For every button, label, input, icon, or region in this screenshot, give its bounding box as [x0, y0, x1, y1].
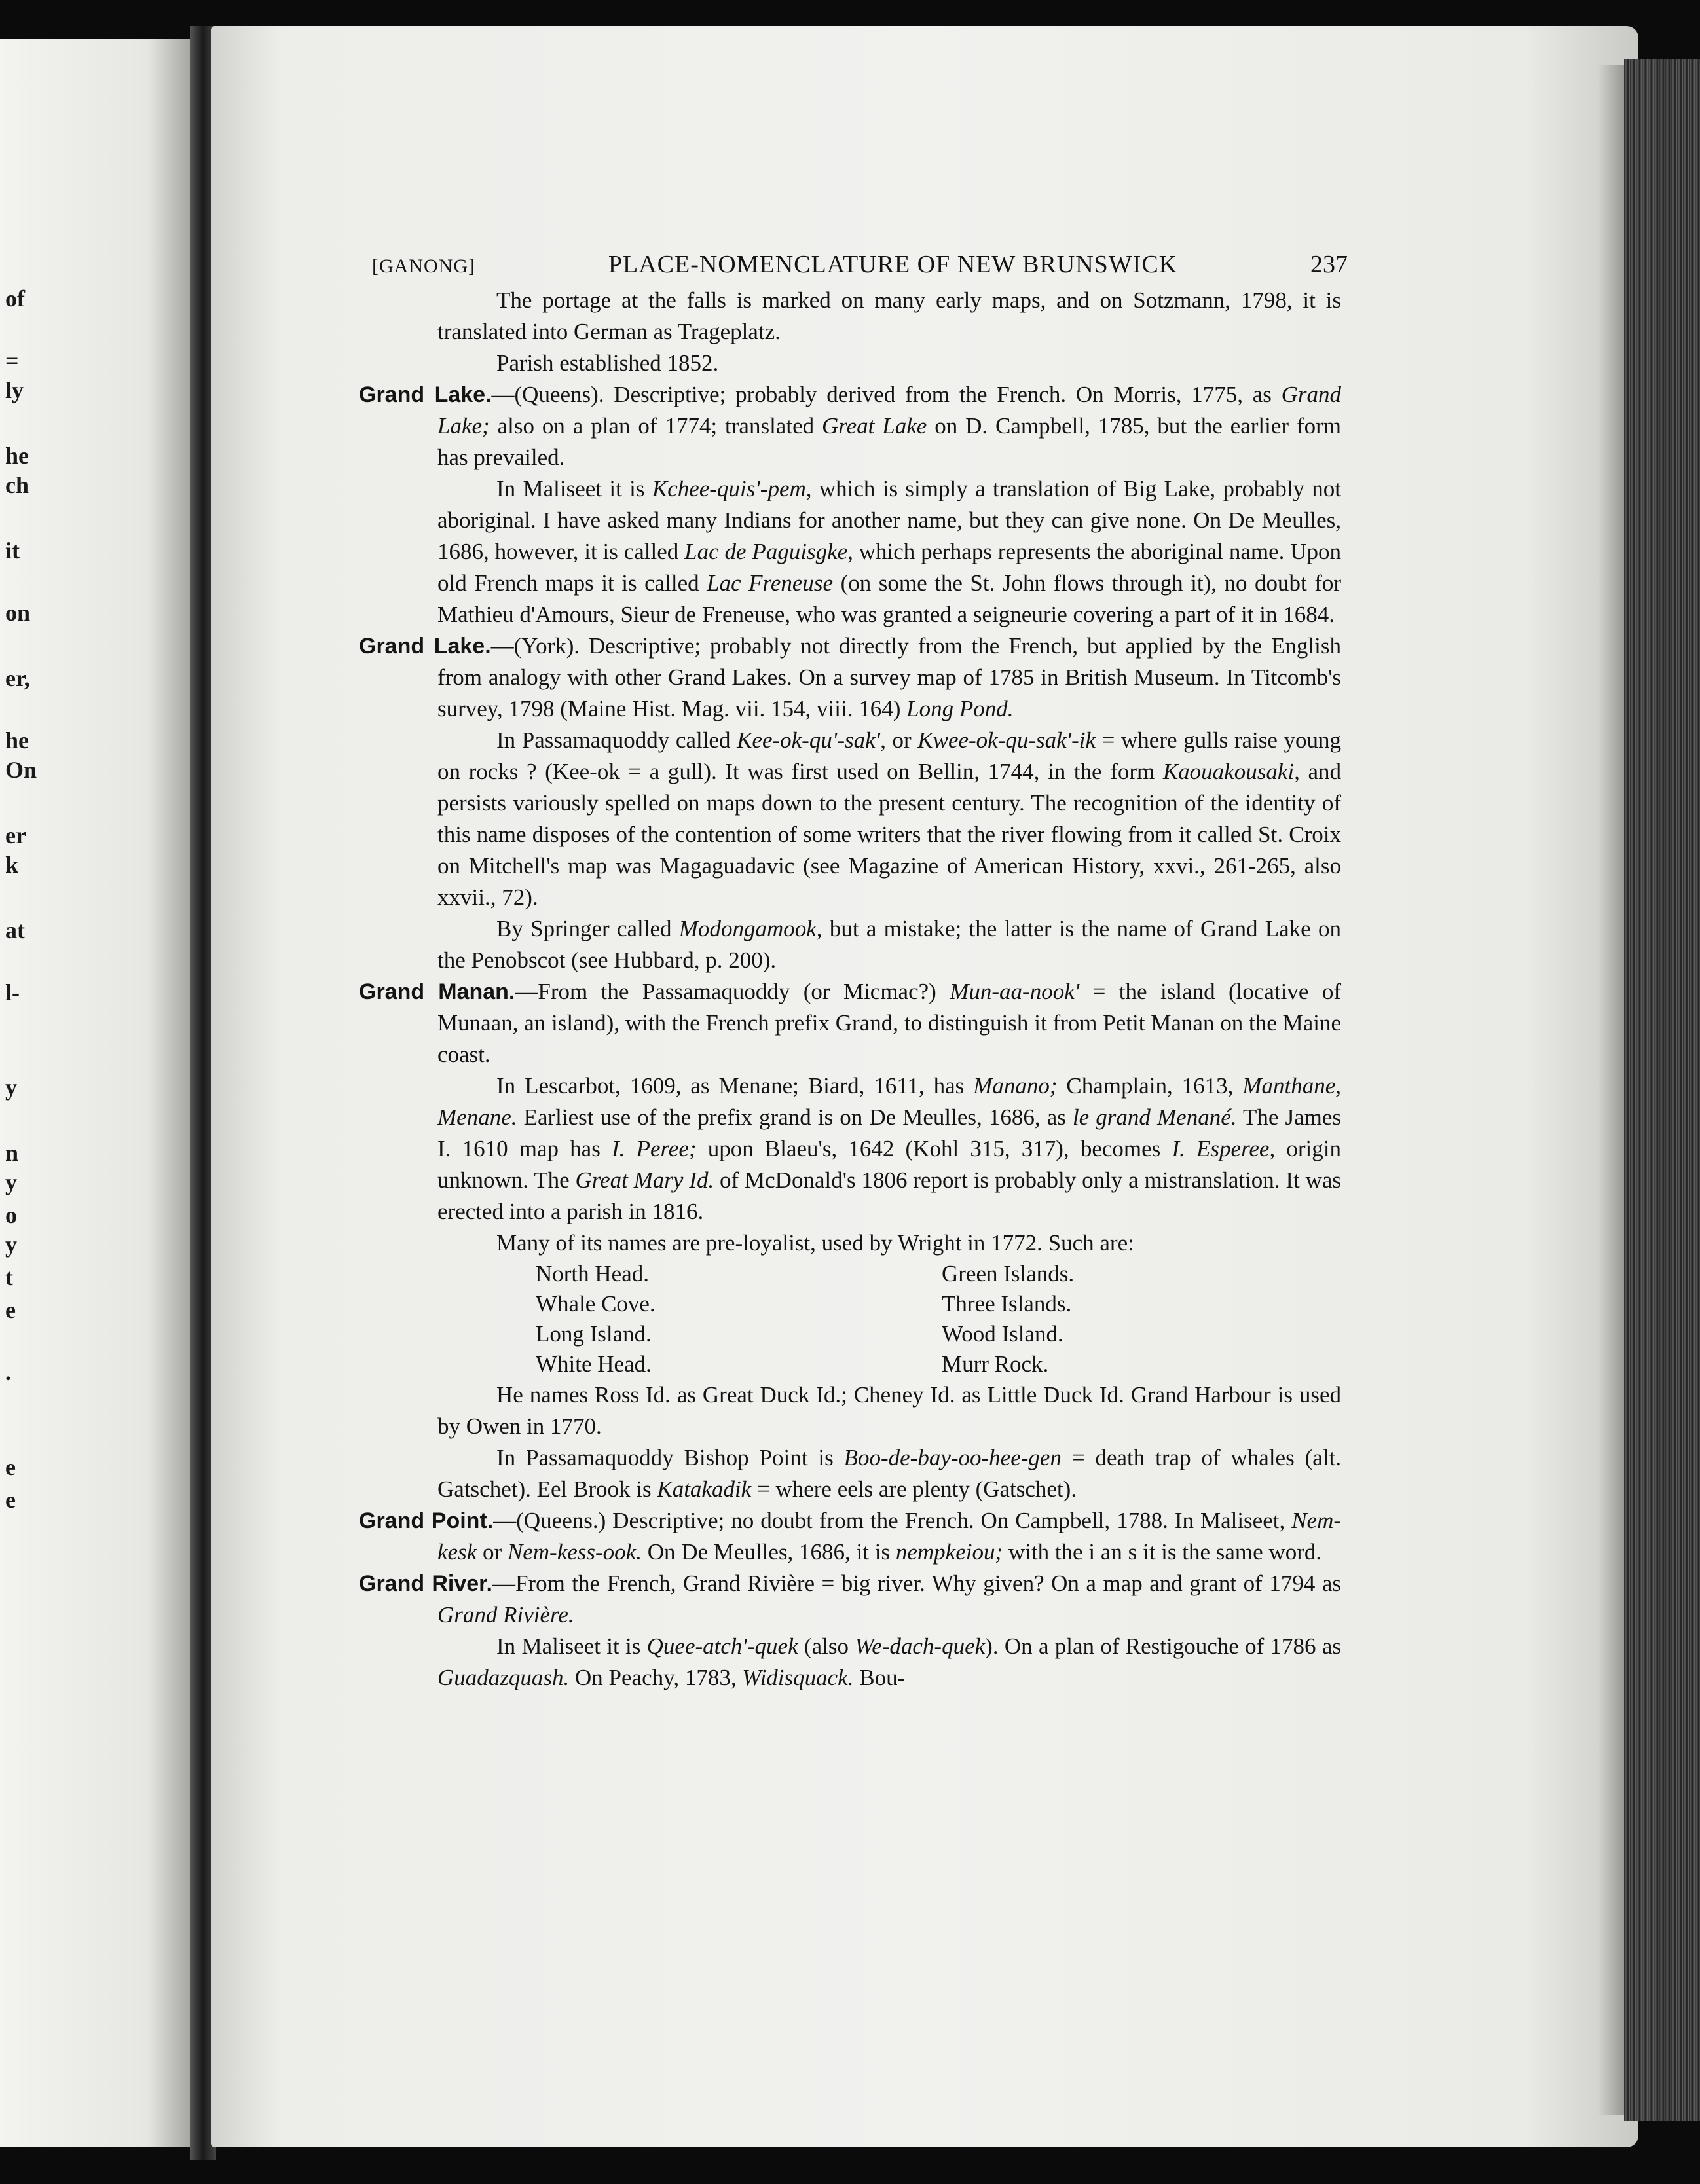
margin-text: k: [5, 852, 19, 878]
list-item: White Head.: [536, 1351, 652, 1377]
text-italic: Boo-de-bay-oo-hee-gen: [843, 1445, 1062, 1470]
text: In Lescarbot, 1609, as Menane; Biard, 1611, has: [496, 1073, 974, 1099]
entry-text: also on a plan of 1774; translated: [489, 413, 822, 439]
text: The James I. 1610 map has: [437, 1104, 1341, 1161]
entry-grand-river: [359, 1568, 1341, 1631]
text-italic: I. Esperee,: [1172, 1136, 1276, 1161]
text-italic: Widisquack.: [742, 1665, 854, 1690]
text-italic: Quee-atch'-quek: [646, 1633, 798, 1659]
margin-text: .: [5, 1359, 11, 1385]
entry-text-italic: Long Pond.: [906, 696, 1014, 721]
entry-heading: Grand Lake.: [359, 634, 491, 659]
margin-text: t: [5, 1264, 13, 1290]
entry-text: on D. Campbell, 1785, but the earlier form has prevailed.: [437, 413, 1341, 470]
entry-grand-point: [359, 1505, 1342, 1568]
entry-text-italic: nempkeiou;: [895, 1539, 1003, 1565]
margin-text: on: [5, 600, 31, 626]
margin-text: er: [5, 822, 26, 848]
paragraph: [437, 725, 1341, 913]
margin-text: he: [5, 443, 29, 469]
entry-text-italic: Great Lake: [822, 413, 927, 439]
text-italic: We-dach-quek: [855, 1633, 986, 1659]
margin-text: it: [5, 537, 20, 564]
list-item: Long Island.: [536, 1321, 652, 1347]
paragraph: [437, 1631, 1341, 1694]
text-italic: Kchee-quis'-pem,: [652, 476, 812, 501]
list-item: Wood Island.: [942, 1321, 1063, 1347]
text: = where gulls raise young on rocks ? (Kee-ok = a gull). It was first used on Bellin, 1744, in the form: [437, 727, 1341, 784]
text: which perhaps represents the aboriginal name. Upon old French maps it is called: [437, 539, 1342, 596]
text-italic: Guadazquash.: [437, 1665, 570, 1690]
text: Bou-: [853, 1665, 906, 1690]
entry-grand-manan: [359, 976, 1341, 1070]
paragraph: [437, 473, 1341, 630]
text: (on some the St. John flows through it), no doubt for Mathieu d'Amours, Sieur de Freneuse, who was granted a seigneurie covering a part of it in 1684.: [437, 570, 1342, 627]
text-italic: Manano;: [973, 1073, 1058, 1099]
entry-text: with the i an s it is the same word.: [1003, 1539, 1322, 1565]
entry-heading: Grand River.: [359, 1571, 492, 1596]
margin-text: of: [5, 285, 25, 312]
margin-text: y: [5, 1231, 17, 1258]
margin-text: at: [5, 917, 25, 943]
text: (also: [798, 1633, 855, 1659]
margin-text: On: [5, 757, 37, 783]
text: = death trap of whales (alt. Gatschet). Eel Brook is: [437, 1445, 1341, 1502]
text-italic: Katakadik: [657, 1476, 752, 1502]
margin-text: he: [5, 727, 29, 754]
entry-heading: Grand Manan.: [359, 979, 515, 1004]
entry-text: —(Queens.) Descriptive; no doubt from the French. On Campbell, 1788. In Maliseet,: [493, 1508, 1292, 1533]
margin-text: l-: [5, 979, 20, 1006]
entry-grand-lake-queens: [359, 379, 1341, 473]
margin-text: ch: [5, 472, 29, 498]
list-item: Murr Rock.: [942, 1351, 1049, 1377]
page-edges: [1624, 59, 1700, 2121]
text: of McDonald's 1806 report is probably only a mistranslation. It was erected into a parish in 1816.: [437, 1167, 1342, 1224]
entry-text: = the island (locative of Munaan, an island), with the French prefix Grand, to distinguish it from Petit Manan on the Maine coast.: [437, 979, 1341, 1067]
text-italic: Lac de Paguisgke,: [684, 539, 853, 564]
text: In Passamaquoddy called: [496, 727, 737, 753]
entry-text-italic: Nem-kesk: [437, 1508, 1342, 1565]
text-italic: Kwee-ok-qu-sak'-ik: [917, 727, 1096, 753]
margin-text: ly: [5, 377, 24, 403]
entry-grand-lake-york: [359, 630, 1342, 725]
margin-text: y: [5, 1169, 17, 1195]
list-item: North Head.: [536, 1261, 650, 1286]
text: Champlain, 1613,: [1057, 1073, 1243, 1099]
list-item: Whale Cove.: [536, 1291, 656, 1317]
running-header: [372, 249, 1348, 282]
margin-text: e: [5, 1297, 16, 1323]
text-italic: Great Mary Id.: [575, 1167, 714, 1193]
margin-text: e: [5, 1487, 16, 1513]
page-number: 237: [1310, 251, 1348, 278]
text: and persists variously spelled on maps down to the present century. The recognition of the identity of this name disposes of the contention of some writers that the river flowing from it called St. Croix on Mitchell's map was Magaguadavic (see Magazine of American History, xxvi., 261-265, also xxvii., 72).: [437, 759, 1341, 910]
margin-text: er,: [5, 665, 30, 691]
list-item: Green Islands.: [942, 1261, 1075, 1286]
author-tag: [GANONG]: [372, 255, 475, 277]
entry-text: —From the French, Grand Rivière = big river. Why given? On a map and grant of 1794 as: [492, 1571, 1341, 1596]
margin-text: =: [5, 348, 19, 374]
text: In Maliseet it is: [496, 1633, 647, 1659]
entry-text-italic: Nem-kess-ook.: [507, 1539, 642, 1565]
text: but a mistake; the latter is the name of Grand Lake on the Penobscot (see Hubbard, p. 200).: [437, 916, 1341, 973]
left-page: [0, 39, 196, 2147]
text-italic: Manthane, Menane.: [437, 1073, 1342, 1130]
paragraph: [437, 913, 1341, 976]
margin-text: y: [5, 1074, 17, 1101]
entry-text: —(Queens). Descriptive; probably derived from the French. On Morris, 1775, as: [491, 382, 1282, 407]
entry-text: —From the Passamaquoddy (or Micmac?): [515, 979, 950, 1004]
text-italic: Lac Freneuse: [707, 570, 834, 596]
entry-heading: Grand Lake.: [359, 382, 492, 407]
text-italic: Kee-ok-qu'-sak',: [737, 727, 886, 753]
list-item: Three Islands.: [942, 1291, 1072, 1317]
text: which is simply a translation of Big Lake, probably not aboriginal. I have asked many Indians for another name, but they can give none. On De Meulles, 1686, however, it is called: [437, 476, 1341, 564]
entry-text-italic: Grand Rivière.: [437, 1602, 574, 1628]
text-italic: le grand Menané.: [1072, 1104, 1237, 1130]
text: or: [885, 727, 918, 753]
entry-text-italic: Mun-aa-nook': [950, 979, 1080, 1004]
text: On Peachy, 1783,: [569, 1665, 743, 1690]
margin-text: o: [5, 1202, 17, 1228]
paragraph: [437, 1070, 1341, 1228]
paragraph: [437, 1442, 1341, 1505]
page-text: [359, 249, 1348, 1694]
text: By Springer called: [496, 916, 679, 941]
entry-text: On De Meulles, 1686, it is: [641, 1539, 896, 1565]
running-title: PLACE-NOMENCLATURE OF NEW BRUNSWICK: [608, 251, 1178, 278]
paragraph: Many of its names are pre-loyalist, used by Wright in 1772. Such are:: [496, 1230, 1134, 1256]
entry-text-italic: Grand Lake;: [437, 382, 1341, 439]
text: = where eels are plenty (Gatschet).: [751, 1476, 1077, 1502]
margin-text: e: [5, 1454, 16, 1480]
entry-text: or: [477, 1539, 508, 1565]
text: upon Blaeu's, 1642 (Kohl 315, 317), becomes: [696, 1136, 1172, 1161]
text: origin unknown. The: [437, 1136, 1341, 1193]
text: Earliest use of the prefix grand is on De Meulles, 1686, as: [517, 1104, 1073, 1130]
text-italic: Kaouakousaki,: [1162, 759, 1300, 784]
left-page-fragment: [0, 39, 59, 2147]
text: ). On a plan of Restigouche of 1786 as: [985, 1633, 1341, 1659]
entry-heading: Grand Point.: [359, 1508, 494, 1533]
text-italic: Modongamook,: [678, 916, 822, 941]
text: In Maliseet it is: [496, 476, 652, 501]
place-names-list: [536, 1259, 1341, 1379]
entry-text: —(York). Descriptive; probably not directly from the French, but applied by the English from analogy with other Grand Lakes. On a survey map of 1785 in British Museum. In Titcomb's survey, 1798 (Maine Hist. Mag. vii. 154, viii. 164): [437, 633, 1342, 721]
margin-text: n: [5, 1140, 19, 1166]
paragraph: The portage at the falls is marked on many early maps, and on Sotzmann, 1798, it is translated into German as Trageplatz.: [437, 287, 1341, 344]
text-italic: I. Peree;: [612, 1136, 697, 1161]
paragraph: Parish established 1852.: [496, 350, 719, 376]
text: In Passamaquoddy Bishop Point is: [496, 1445, 844, 1470]
paragraph: He names Ross Id. as Great Duck Id.; Cheney Id. as Little Duck Id. Grand Harbour is used by Owen in 1770.: [437, 1382, 1341, 1439]
